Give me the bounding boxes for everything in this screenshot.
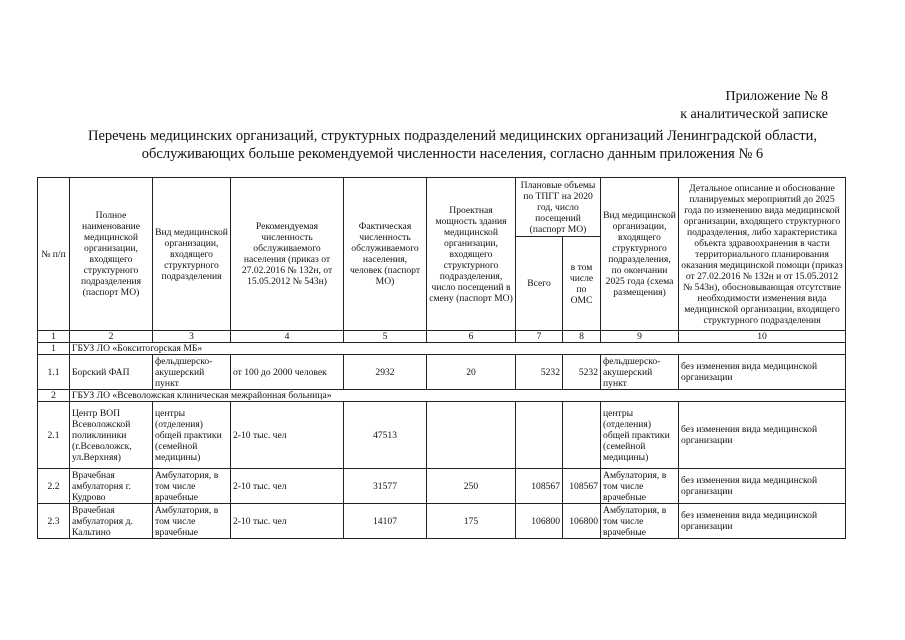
section-row <box>38 390 846 402</box>
column-number: 1 <box>38 331 70 343</box>
cell-capacity: 250 <box>427 469 516 504</box>
cell-description: без изменения вида медицинской организации <box>679 469 846 504</box>
section-number: 1 <box>38 343 70 355</box>
cell-type: центры (отделения) общей практики (семейной медицины) <box>153 402 231 469</box>
column-number: 10 <box>679 331 846 343</box>
cell-name: Борский ФАП <box>70 355 153 390</box>
cell-description: без изменения вида медицинской организации <box>679 355 846 390</box>
title-line-2: обслуживающих больше рекомендуемой численности населения, согласно данным приложения № 6 <box>141 146 764 162</box>
cell-total: 108567 <box>516 469 563 504</box>
cell-total: 106800 <box>516 504 563 539</box>
table-row <box>38 402 846 469</box>
cell-recommended: 2-10 тыс. чел <box>231 504 344 539</box>
appendix-reference: к аналитической записке <box>680 107 828 122</box>
cell-description: без изменения вида медицинской организации <box>679 504 846 539</box>
cell-type-2025: Амбулатория, в том числе врачебные <box>601 469 679 504</box>
cell-description: без изменения вида медицинской организации <box>679 402 846 469</box>
table-row <box>38 355 846 390</box>
table-row <box>38 504 846 539</box>
header-col-planned-volumes: Плановые объемы по ТПГГ на 2020 год, число посещений (паспорт МО) <box>516 178 601 237</box>
cell-type-2025: Амбулатория, в том числе врачебные <box>601 504 679 539</box>
header-col-num: № п/п <box>38 178 70 331</box>
cell-oms: 106800 <box>563 504 601 539</box>
cell-type: фельдшерско-акушерский пункт <box>153 355 231 390</box>
organizations-table <box>37 177 846 539</box>
section-row <box>38 343 846 355</box>
section-number: 2 <box>38 390 70 402</box>
appendix-number: Приложение № 8 <box>725 89 828 104</box>
cell-name: Врачебная амбулатория г. Кудрово <box>70 469 153 504</box>
section-title: ГБУЗ ЛО «Всеволожская клиническая межрайонная больница» <box>70 390 846 402</box>
cell-actual: 31577 <box>344 469 427 504</box>
cell-recommended: 2-10 тыс. чел <box>231 469 344 504</box>
column-number: 9 <box>601 331 679 343</box>
cell-type: Амбулатория, в том числе врачебные <box>153 469 231 504</box>
header-col-name: Полное наименование медицинской организации, входящего структурного подразделения (паспорт МО) <box>70 178 153 331</box>
cell-actual: 2932 <box>344 355 427 390</box>
cell-type: Амбулатория, в том числе врачебные <box>153 504 231 539</box>
column-number: 8 <box>563 331 601 343</box>
cell-capacity: 20 <box>427 355 516 390</box>
header-col-total: Всего <box>516 237 563 331</box>
title-line-1: Перечень медицинских организаций, структурных подразделений медицинских организаций Ленинградской области, <box>87 128 817 144</box>
column-number: 7 <box>516 331 563 343</box>
document-title <box>60 127 845 163</box>
header-col-type-2025: Вид медицинской организации, входящего структурного подразделения, по окончании 2025 года (схема размещения) <box>601 178 679 331</box>
header-col-capacity: Проектная мощность здания медицинской организации, входящего структурного подразделения, число посещений в смену (паспорт МО) <box>427 178 516 331</box>
cell-capacity: 175 <box>427 504 516 539</box>
cell-capacity <box>427 402 516 469</box>
cell-type-2025: фельдшерско-акушерский пункт <box>601 355 679 390</box>
section-title: ГБУЗ ЛО «Бокситогорская МБ» <box>70 343 846 355</box>
header-col-recommended: Рекомендуемая численность обслуживаемого населения (приказ от 27.02.2016 № 132н, от 15.05.2012 № 543н) <box>231 178 344 331</box>
cell-name: Центр ВОП Всеволожской поликлиники (г.Всеволожск, ул.Верхняя) <box>70 402 153 469</box>
cell-recommended: 2-10 тыс. чел <box>231 402 344 469</box>
column-number: 3 <box>153 331 231 343</box>
column-number: 4 <box>231 331 344 343</box>
header-col-type: Вид медицинской организации, входящего структурного подразделения <box>153 178 231 331</box>
row-number: 2.3 <box>38 504 70 539</box>
row-number: 1.1 <box>38 355 70 390</box>
header-row-1 <box>38 178 846 237</box>
header-col-description: Детальное описание и обоснование планируемых мероприятий до 2025 года по изменению вида медицинской организации, входящего структурного подразделения, либо характеристика объекта здравоохранения в части территориального планирования оказания медицинской помощи (приказ от 27.02.2016 № 132н и от 15.05.2012 № 543н), обосновывающая отсутствие необходимости изменения вида медицинской организации, входящего структурного подразделения <box>679 178 846 331</box>
cell-recommended: от 100 до 2000 человек <box>231 355 344 390</box>
cell-total: 5232 <box>516 355 563 390</box>
appendix-label <box>680 88 828 124</box>
cell-oms: 108567 <box>563 469 601 504</box>
cell-oms <box>563 402 601 469</box>
table-row <box>38 469 846 504</box>
column-number: 2 <box>70 331 153 343</box>
cell-total <box>516 402 563 469</box>
column-numbers-row <box>38 331 846 343</box>
header-col-oms: в том числе по ОМС <box>563 237 601 331</box>
cell-actual: 47513 <box>344 402 427 469</box>
cell-actual: 14107 <box>344 504 427 539</box>
cell-type-2025: центры (отделения) общей практики (семейной медицины) <box>601 402 679 469</box>
row-number: 2.1 <box>38 402 70 469</box>
column-number: 5 <box>344 331 427 343</box>
cell-oms: 5232 <box>563 355 601 390</box>
cell-name: Врачебная амбулатория д. Кальтино <box>70 504 153 539</box>
row-number: 2.2 <box>38 469 70 504</box>
header-col-actual: Фактическая численность обслуживаемого населения, человек (паспорт МО) <box>344 178 427 331</box>
column-number: 6 <box>427 331 516 343</box>
